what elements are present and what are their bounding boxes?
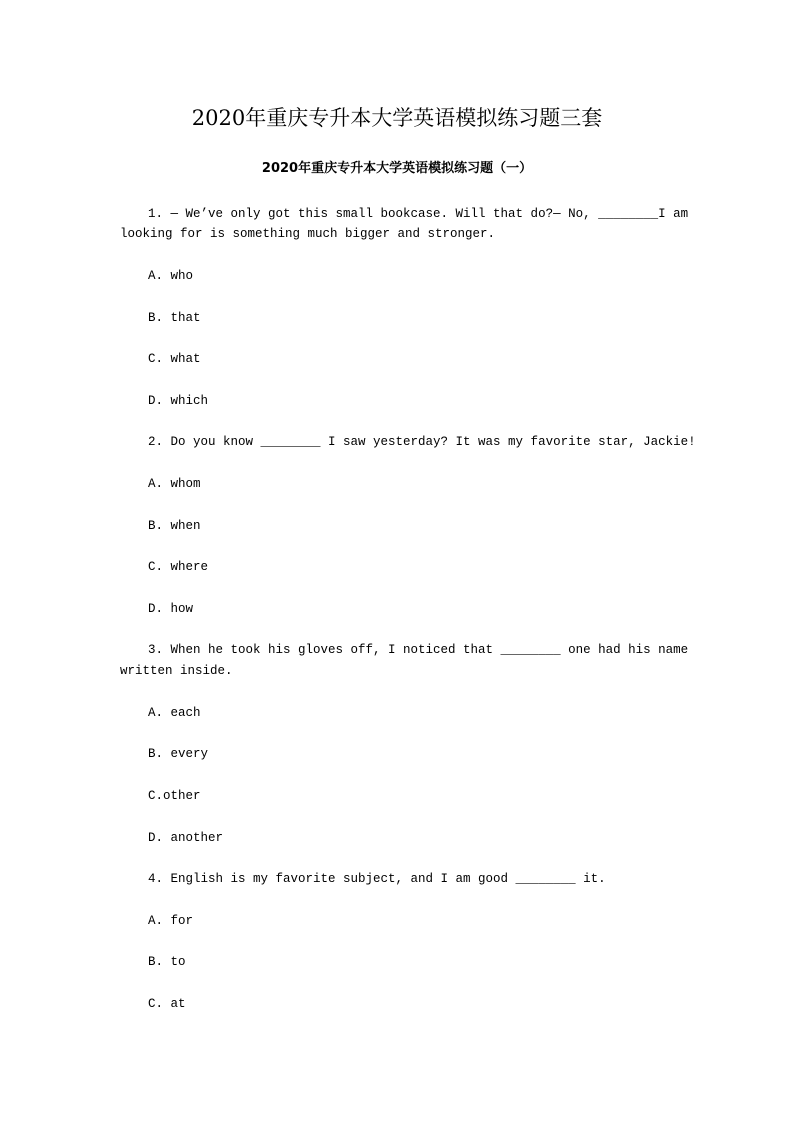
section-title: 2020年重庆专升本大学英语模拟练习题（一） [261, 161, 533, 176]
question-4-option-c: C. at [148, 997, 186, 1011]
question-1-option-d: D. which [148, 394, 209, 408]
question-1-option-a: A. who [148, 269, 194, 283]
question-1-text-line-2: looking for is something much bigger and stronger. [120, 227, 496, 241]
question-4-text-line-1: 4. English is my favorite subject, and I am good ________ it. [148, 872, 606, 886]
question-2-option-b: B. when [148, 519, 201, 533]
question-2-option-d: D. how [148, 602, 194, 616]
question-3-text-line-1: 3. When he took his gloves off, I noticed that ________ one had his name [148, 643, 689, 657]
question-2-option-a: A. whom [148, 477, 201, 491]
question-4-option-a: A. for [148, 914, 194, 928]
question-3-option-d: D. another [148, 831, 224, 845]
question-4-option-b: B. to [148, 955, 186, 969]
question-3-option-a: A. each [148, 706, 201, 720]
question-1-option-c: C. what [148, 352, 201, 366]
question-1-option-b: B. that [148, 311, 201, 325]
document-title: 2020年重庆专升本大学英语模拟练习题三套 [191, 106, 603, 130]
question-1-text-line-1: 1. — We’ve only got this small bookcase. Will that do?— No, ________I am [148, 207, 689, 221]
question-3-option-b: B. every [148, 747, 209, 761]
question-2-option-c: C. where [148, 560, 209, 574]
question-3-option-c: C.other [148, 789, 201, 803]
question-3-text-line-2: written inside. [120, 664, 233, 678]
question-2-text-line-1: 2. Do you know ________ I saw yesterday? It was my favorite star, Jackie! [148, 435, 696, 449]
